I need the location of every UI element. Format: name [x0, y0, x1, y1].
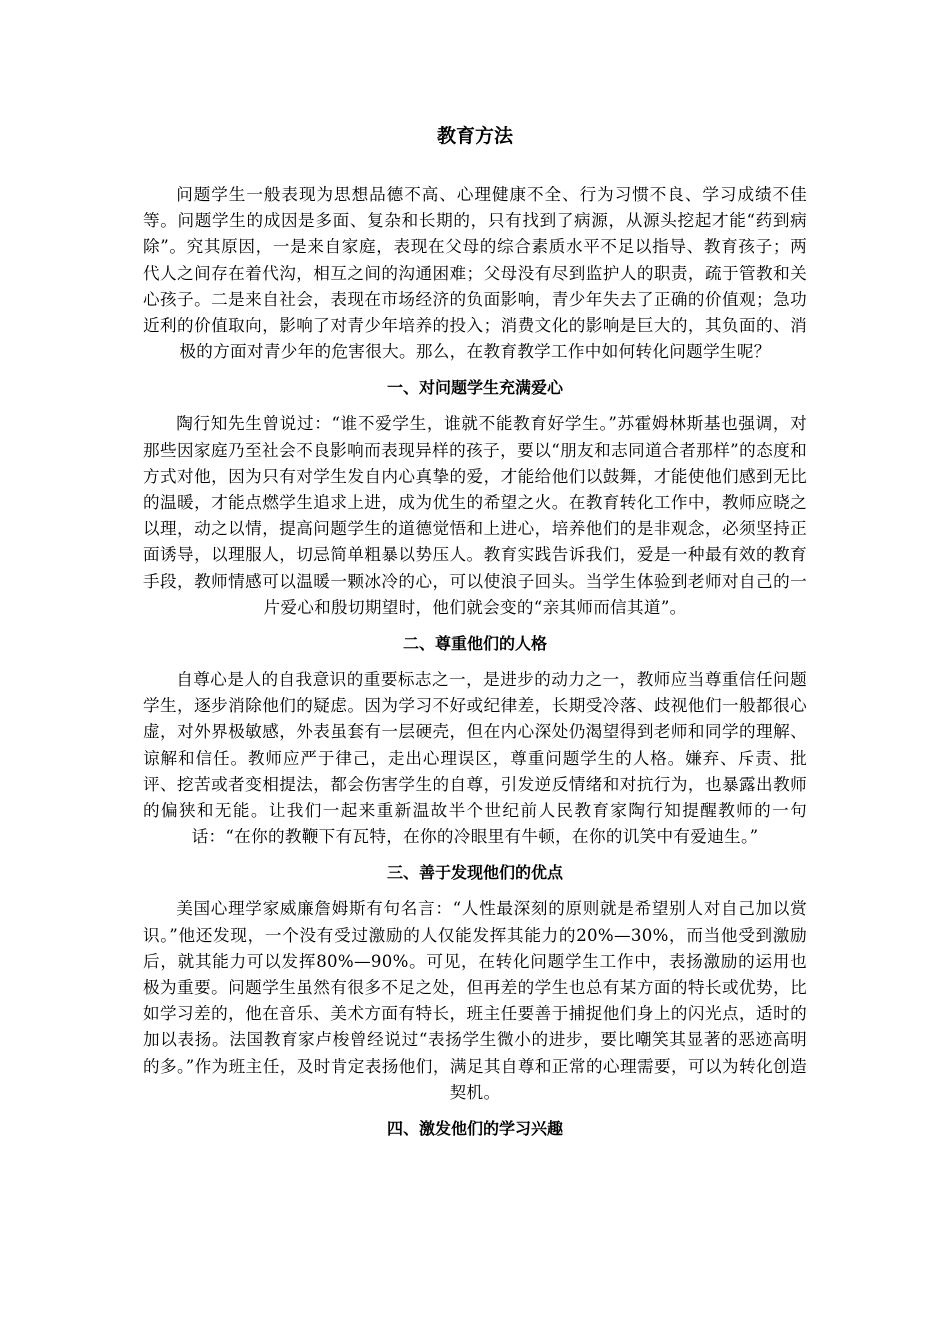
document-title: 教育方法 [436, 125, 513, 147]
document-page [143, 118, 807, 1152]
section-heading-3: 三、善于发现他们的优点 [386, 863, 563, 883]
section-heading-2: 二、尊重他们的人格 [402, 634, 547, 654]
intro-paragraph: 问题学生一般表现为思想品德不高、心理健康不全、行为习惯不良、学习成绩不佳等。问题学生的成因是多面、复杂和长期的，只有找到了病源，从源头挖起才能“药到病除”。究其原因，一是来自家庭，表现在父母的综合素质水平不足以指导、教育孩子；两代人之间存在着代沟，相互之间的沟通困难；父母没有尽到监护人的职责，疏于管教和关心孩子。二是来自社会，表现在市场经济的负面影响，青少年失去了正确的价值观；急功近利的价值取向，影响了对青少年培养的投入；消费文化的影响是巨大的，其负面的、消极的方面对青少年的危害很大。那么，在教育教学工作中如何转化问题学生呢？ [143, 185, 807, 362]
section-body-1: 陶行知先生曾说过：“谁不爱学生，谁就不能教育好学生。”苏霍姆林斯基也强调，对那些因家庭乃至社会不良影响而表现异样的孩子，要以“朋友和志同道合者那样”的态度和方式对他，因为只有对学生发自内心真挚的爱，才能给他们以鼓舞，才能使他们感到无比的温暖，才能点燃学生追求上进，成为优生的希望之火。在教育转化工作中，教师应晓之以理，动之以情，提高问题学生的道德觉悟和上进心，培养他们的是非观念，必须坚持正面诱导，以理服人，切忌简单粗暴以势压人。教育实践告诉我们，爱是一种最有效的教育手段，教师情感可以温暖一颗冰冷的心，可以使浪子回头。当学生体验到老师对自己的一片爱心和殷切期望时，他们就会变的“亲其师而信其道”。 [143, 414, 807, 617]
section-heading-1: 一、对问题学生充满爱心 [386, 378, 563, 398]
section-body-3: 美国心理学家威廉詹姆斯有句名言：“人性最深刻的原则就是希望别人对自己加以赏识。”他还发现，一个没有受过激励的人仅能发挥其能力的20%—30%，而当他受到激励后，就其能力可以发挥80%—90%。可见，在转化问题学生工作中，表扬激励的运用也极为重要。问题学生虽然有很多不足之处，但再差的学生也总有某方面的特长或优势，比如学习差的，他在音乐、美术方面有特长，班主任要善于捕捉他们身上的闪光点，适时的加以表扬。法国教育家卢梭曾经说过“表扬学生微小的进步，要比嘲笑其显著的恶迹高明的多。”作为班主任，及时肯定表扬他们，满足其自尊和正常的心理需要，可以为转化创造契机。 [143, 899, 807, 1102]
section-heading-4: 四、激发他们的学习兴趣 [386, 1119, 563, 1139]
section-body-2: 自尊心是人的自我意识的重要标志之一，是进步的动力之一，教师应当尊重信任问题学生，逐步消除他们的疑虑。因为学习不好或纪律差，长期受冷落、歧视他们一般都很心虚，对外界极敏感，外表虽套有一层硬壳，但在内心深处仍渴望得到老师和同学的理解、谅解和信任。教师应严于律己，走出心理误区，尊重问题学生的人格。嫌弃、斥责、批评、挖苦或者变相提法，都会伤害学生的自尊，引发逆反情绪和对抗行为，也暴露出教师的偏狭和无能。让我们一起来重新温故半个世纪前人民教育家陶行知提醒教师的一句话：“在你的教鞭下有瓦特，在你的冷眼里有牛顿，在你的讥笑中有爱迪生。” [143, 670, 807, 847]
